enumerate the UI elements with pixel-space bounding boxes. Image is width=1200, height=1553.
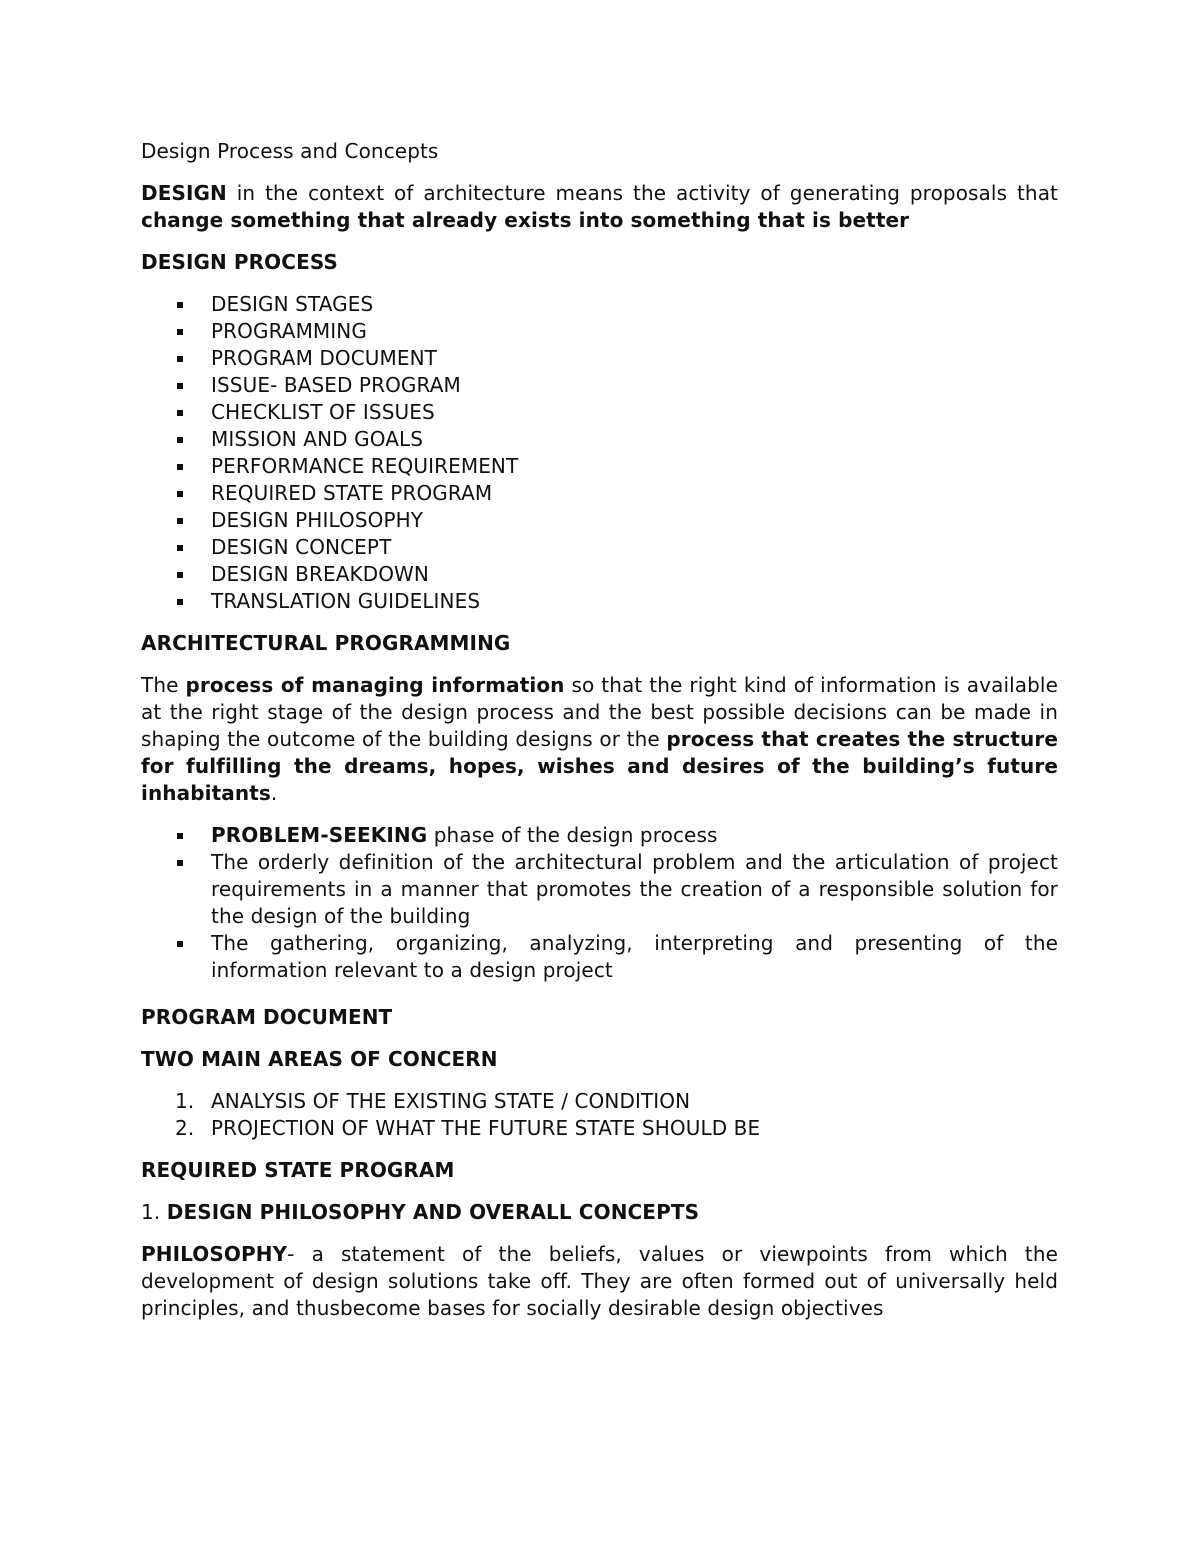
list-item: MISSION AND GOALS <box>141 426 1058 453</box>
list-item: The orderly definition of the architectural problem and the articulation of project requirements in a manner that promotes the creation of a responsible solution for the design of the building <box>141 849 1058 930</box>
list-item: DESIGN STAGES <box>141 291 1058 318</box>
design-definition-paragraph <box>141 180 1058 234</box>
philosophy-term: PHILOSOPHY <box>141 1242 288 1266</box>
list-item: The gathering, organizing, analyzing, interpreting and presenting of the information relevant to a design project <box>141 930 1058 984</box>
list-item: 2. PROJECTION OF WHAT THE FUTURE STATE SHOULD BE <box>175 1116 761 1140</box>
square-bullet-icon <box>177 464 183 470</box>
square-bullet-icon <box>177 599 183 605</box>
square-bullet-icon <box>177 833 183 839</box>
architectural-programming-list <box>141 822 1058 984</box>
square-bullet-icon <box>177 518 183 524</box>
list-item: DESIGN CONCEPT <box>141 534 1058 561</box>
list-item: PROBLEM-SEEKING phase of the design process <box>141 822 1058 849</box>
square-bullet-icon <box>177 329 183 335</box>
design-definition-text: in the context of architecture means the activity of generating proposals that <box>226 181 1058 205</box>
list-item: 1. ANALYSIS OF THE EXISTING STATE / CONDITION <box>175 1089 691 1113</box>
list-item: DESIGN BREAKDOWN <box>141 561 1058 588</box>
design-process-heading: DESIGN PROCESS <box>141 250 338 274</box>
list-item: ISSUE- BASED PROGRAM <box>141 372 1058 399</box>
list-item: DESIGN PHILOSOPHY <box>141 507 1058 534</box>
square-bullet-icon <box>177 356 183 362</box>
square-bullet-icon <box>177 941 183 947</box>
square-bullet-icon <box>177 437 183 443</box>
design-process-list <box>141 291 1058 615</box>
architectural-programming-heading: ARCHITECTURAL PROGRAMMING <box>141 631 511 655</box>
list-item: REQUIRED STATE PROGRAM <box>141 480 1058 507</box>
square-bullet-icon <box>177 410 183 416</box>
two-main-areas-heading: TWO MAIN AREAS OF CONCERN <box>141 1047 498 1071</box>
philosophy-paragraph: PHILOSOPHY- a statement of the beliefs, values or viewpoints from which the development of design solutions take off. They are often formed out of universally held principles, and thusbecome bases for socially desirable design objectives <box>141 1242 1058 1320</box>
list-item: TRANSLATION GUIDELINES <box>141 588 1058 615</box>
two-main-areas-list <box>141 1088 1058 1142</box>
design-philosophy-subheading: 1. DESIGN PHILOSOPHY AND OVERALL CONCEPTS <box>141 1200 700 1224</box>
list-item: CHECKLIST OF ISSUES <box>141 399 1058 426</box>
square-bullet-icon <box>177 491 183 497</box>
document-page <box>141 138 1058 1322</box>
square-bullet-icon <box>177 545 183 551</box>
square-bullet-icon <box>177 572 183 578</box>
square-bullet-icon <box>177 383 183 389</box>
list-item: PROGRAM DOCUMENT <box>141 345 1058 372</box>
square-bullet-icon <box>177 860 183 866</box>
design-definition-bold: change something that already exists into something that is better <box>141 208 910 232</box>
list-item: PROGRAMMING <box>141 318 1058 345</box>
required-state-heading: REQUIRED STATE PROGRAM <box>141 1158 455 1182</box>
architectural-programming-paragraph: The process of managing information so that the right kind of information is available at the right stage of the design process and the best possible decisions can be made in shaping the outcome of the building designs or the process that creates the structure for fulfilling the dreams, hopes, wishes and desires of the building’s future inhabitants. <box>141 673 1058 805</box>
design-term: DESIGN <box>141 181 227 205</box>
document-title: Design Process and Concepts <box>141 139 439 163</box>
square-bullet-icon <box>177 302 183 308</box>
list-item: PERFORMANCE REQUIREMENT <box>141 453 1058 480</box>
program-document-heading: PROGRAM DOCUMENT <box>141 1005 393 1029</box>
